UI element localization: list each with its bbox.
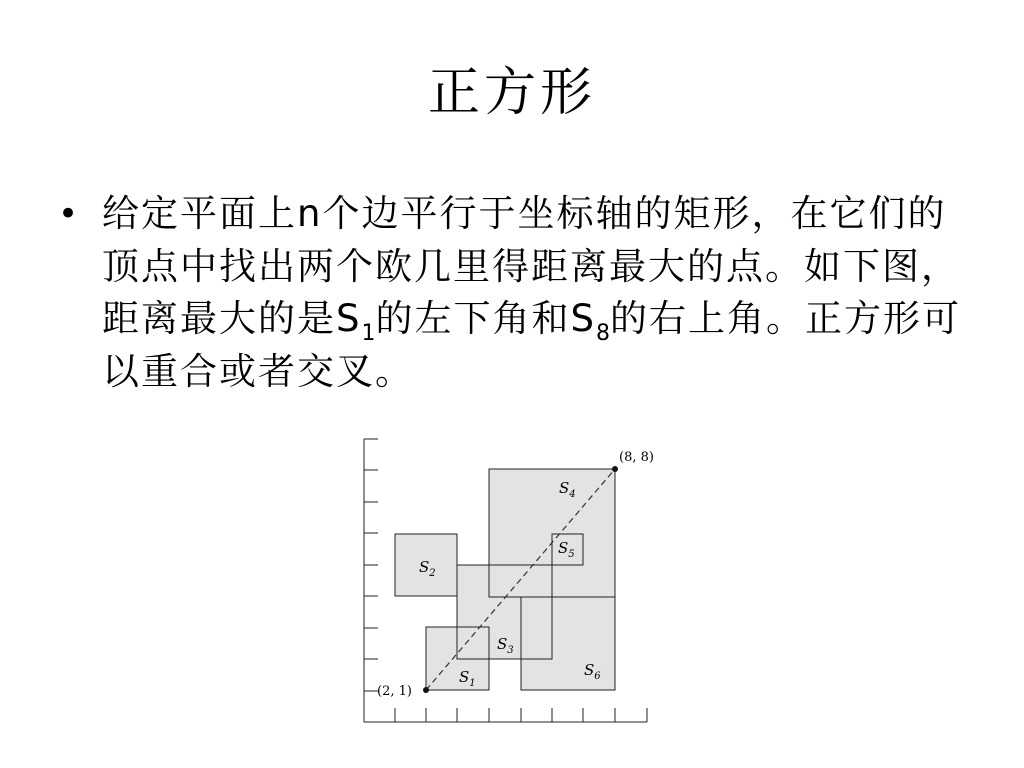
text-part-3: 的右上角。正方形可以重合或者交叉。: [102, 297, 961, 393]
label-s2: $S_2$: [419, 558, 436, 579]
subscript-8: 8: [596, 321, 610, 346]
text-part-2: 的左下角和: [375, 297, 571, 340]
slide-title: 正方形: [427, 63, 596, 123]
bullet-dot: •: [58, 194, 79, 234]
label-s3: $S_3$: [497, 635, 514, 656]
end-point-label: (8, 8): [619, 450, 654, 465]
bullet-text: [102, 188, 972, 398]
squares-diagram: [355, 435, 675, 735]
text-part-1: 给定平面上n个边平行于坐标轴的矩形，在它们的顶点中找出两个欧几里得距离最大的点。如下图，距离最大的是S: [102, 192, 960, 340]
start-point: [423, 687, 429, 693]
label-s1: $S_1$: [459, 668, 476, 689]
diagram-svg: [355, 435, 675, 735]
s-letter: S: [570, 297, 596, 340]
start-point-label: (2, 1): [377, 684, 412, 699]
label-s6: $S_6$: [584, 661, 601, 682]
label-s4: $S_4$: [559, 479, 576, 500]
label-s5: $S_5$: [558, 539, 575, 560]
end-point: [612, 466, 618, 472]
subscript-1: 1: [361, 321, 376, 346]
